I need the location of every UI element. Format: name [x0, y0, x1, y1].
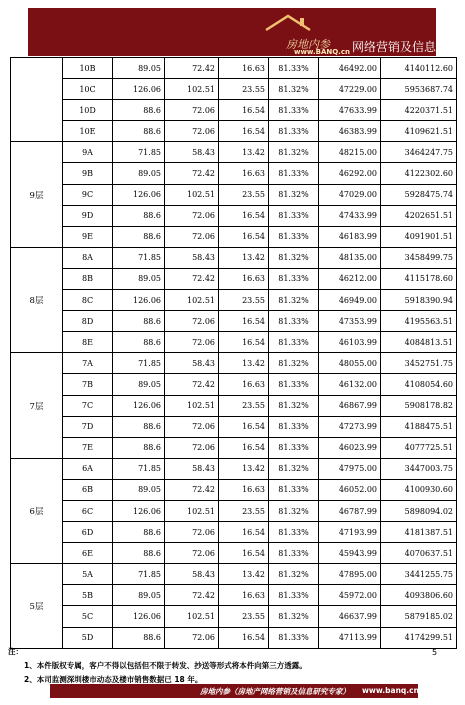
table-row	[11, 205, 457, 226]
room-number-cell: 6D	[63, 522, 113, 543]
unit-price-cell: 46132.00	[319, 374, 381, 395]
table-row	[11, 437, 457, 458]
shared-area-cell: 23.55	[219, 79, 269, 100]
total-price-cell: 4140112.60	[381, 58, 457, 79]
price-table-body	[11, 58, 457, 649]
shared-area-cell: 13.42	[219, 142, 269, 163]
usable-area-cell: 72.06	[165, 226, 219, 247]
building-area-cell: 126.06	[113, 79, 165, 100]
table-row	[11, 121, 457, 142]
unit-price-cell: 47433.99	[319, 205, 381, 226]
total-price-cell: 5908178.82	[381, 395, 457, 416]
usage-rate-cell: 81.33%	[269, 416, 319, 437]
building-area-cell: 88.6	[113, 543, 165, 564]
usage-rate-cell: 81.32%	[269, 395, 319, 416]
usable-area-cell: 72.42	[165, 163, 219, 184]
table-row	[11, 268, 457, 289]
usage-rate-cell: 81.32%	[269, 606, 319, 627]
building-area-cell: 71.85	[113, 353, 165, 374]
shared-area-cell: 16.54	[219, 416, 269, 437]
floor-label: 9层	[11, 142, 63, 247]
footer-brand: 房地内参（房地产网络营销及信息研究专家）	[200, 687, 350, 696]
building-area-cell: 126.06	[113, 395, 165, 416]
table-row	[11, 311, 457, 332]
usable-area-cell: 102.51	[165, 395, 219, 416]
room-number-cell: 9B	[63, 163, 113, 184]
usage-rate-cell: 81.33%	[269, 205, 319, 226]
usable-area-cell: 72.42	[165, 585, 219, 606]
shared-area-cell: 13.42	[219, 247, 269, 268]
usable-area-cell: 72.42	[165, 479, 219, 500]
room-number-cell: 7B	[63, 374, 113, 395]
shared-area-cell: 16.63	[219, 585, 269, 606]
building-area-cell: 89.05	[113, 268, 165, 289]
table-row	[11, 58, 457, 79]
unit-price-cell: 46212.00	[319, 268, 381, 289]
usable-area-cell: 72.06	[165, 311, 219, 332]
room-number-cell: 5D	[63, 627, 113, 648]
usage-rate-cell: 81.33%	[269, 268, 319, 289]
shared-area-cell: 16.54	[219, 437, 269, 458]
usage-rate-cell: 81.32%	[269, 247, 319, 268]
room-number-cell: 10E	[63, 121, 113, 142]
room-number-cell: 6A	[63, 458, 113, 479]
total-price-cell: 5928475.74	[381, 184, 457, 205]
unit-price-cell: 47353.99	[319, 311, 381, 332]
total-price-cell: 4108054.60	[381, 374, 457, 395]
table-row	[11, 353, 457, 374]
unit-price-cell: 47193.99	[319, 522, 381, 543]
building-area-cell: 89.05	[113, 374, 165, 395]
table-row	[11, 226, 457, 247]
table-row	[11, 479, 457, 500]
usable-area-cell: 102.51	[165, 184, 219, 205]
usage-rate-cell: 81.32%	[269, 290, 319, 311]
building-area-cell: 88.6	[113, 100, 165, 121]
total-price-cell: 4070637.51	[381, 543, 457, 564]
unit-price-cell: 47229.00	[319, 79, 381, 100]
room-number-cell: 9E	[63, 226, 113, 247]
table-row	[11, 100, 457, 121]
room-number-cell: 6B	[63, 479, 113, 500]
unit-price-cell: 47113.99	[319, 627, 381, 648]
shared-area-cell: 13.42	[219, 458, 269, 479]
room-number-cell: 7E	[63, 437, 113, 458]
usable-area-cell: 72.06	[165, 332, 219, 353]
usable-area-cell: 72.42	[165, 374, 219, 395]
room-number-cell: 8D	[63, 311, 113, 332]
total-price-cell: 5953687.74	[381, 79, 457, 100]
total-price-cell: 4181387.51	[381, 522, 457, 543]
building-area-cell: 89.05	[113, 585, 165, 606]
shared-area-cell: 13.42	[219, 564, 269, 585]
unit-price-cell: 46023.99	[319, 437, 381, 458]
note-item: 2、本司监测深圳楼市动态及楼市销售数据已 18 年。	[24, 675, 203, 684]
building-area-cell: 89.05	[113, 479, 165, 500]
building-area-cell: 88.6	[113, 121, 165, 142]
header-title: 网络营销及信息	[352, 40, 436, 54]
usable-area-cell: 102.51	[165, 79, 219, 100]
building-area-cell: 71.85	[113, 142, 165, 163]
notes-heading: 注：	[8, 647, 23, 656]
building-area-cell: 88.6	[113, 627, 165, 648]
building-area-cell: 88.6	[113, 311, 165, 332]
shared-area-cell: 13.42	[219, 353, 269, 374]
floor-label: 7层	[11, 353, 63, 458]
shared-area-cell: 16.54	[219, 205, 269, 226]
unit-price-cell: 46637.99	[319, 606, 381, 627]
usable-area-cell: 72.06	[165, 121, 219, 142]
shared-area-cell: 16.63	[219, 479, 269, 500]
usable-area-cell: 72.06	[165, 416, 219, 437]
usable-area-cell: 72.06	[165, 543, 219, 564]
usable-area-cell: 58.43	[165, 142, 219, 163]
usable-area-cell: 58.43	[165, 247, 219, 268]
room-number-cell: 7D	[63, 416, 113, 437]
building-area-cell: 126.06	[113, 184, 165, 205]
usage-rate-cell: 81.33%	[269, 479, 319, 500]
shared-area-cell: 16.54	[219, 332, 269, 353]
building-area-cell: 71.85	[113, 458, 165, 479]
room-number-cell: 7A	[63, 353, 113, 374]
total-price-cell: 3441255.75	[381, 564, 457, 585]
usable-area-cell: 72.06	[165, 627, 219, 648]
total-price-cell: 4084813.51	[381, 332, 457, 353]
table-row	[11, 332, 457, 353]
table-row	[11, 564, 457, 585]
building-area-cell: 71.85	[113, 564, 165, 585]
table-row	[11, 585, 457, 606]
table-row	[11, 247, 457, 268]
usable-area-cell: 58.43	[165, 458, 219, 479]
floor-label: 8层	[11, 247, 63, 352]
room-number-cell: 10D	[63, 100, 113, 121]
usable-area-cell: 58.43	[165, 353, 219, 374]
table-row	[11, 184, 457, 205]
shared-area-cell: 16.54	[219, 121, 269, 142]
building-area-cell: 126.06	[113, 290, 165, 311]
room-number-cell: 8C	[63, 290, 113, 311]
unit-price-cell: 46949.00	[319, 290, 381, 311]
usage-rate-cell: 81.32%	[269, 458, 319, 479]
table-row	[11, 374, 457, 395]
usage-rate-cell: 81.33%	[269, 522, 319, 543]
shared-area-cell: 16.54	[219, 522, 269, 543]
unit-price-cell: 46383.99	[319, 121, 381, 142]
usable-area-cell: 72.06	[165, 522, 219, 543]
usable-area-cell: 102.51	[165, 290, 219, 311]
shared-area-cell: 23.55	[219, 184, 269, 205]
room-number-cell: 6C	[63, 500, 113, 521]
total-price-cell: 5898094.02	[381, 500, 457, 521]
unit-price-cell: 47273.99	[319, 416, 381, 437]
total-price-cell: 4188475.51	[381, 416, 457, 437]
unit-price-cell: 47029.00	[319, 184, 381, 205]
usable-area-cell: 102.51	[165, 500, 219, 521]
building-area-cell: 126.06	[113, 606, 165, 627]
room-number-cell: 5B	[63, 585, 113, 606]
room-number-cell: 9C	[63, 184, 113, 205]
unit-price-cell: 45972.00	[319, 585, 381, 606]
room-number-cell: 9D	[63, 205, 113, 226]
table-row	[11, 142, 457, 163]
unit-price-cell: 46787.99	[319, 500, 381, 521]
usage-rate-cell: 81.32%	[269, 353, 319, 374]
room-number-cell: 8A	[63, 247, 113, 268]
shared-area-cell: 16.54	[219, 100, 269, 121]
usage-rate-cell: 81.33%	[269, 585, 319, 606]
shared-area-cell: 16.63	[219, 374, 269, 395]
usage-rate-cell: 81.32%	[269, 500, 319, 521]
shared-area-cell: 16.54	[219, 627, 269, 648]
table-row	[11, 395, 457, 416]
total-price-cell: 4100930.60	[381, 479, 457, 500]
usage-rate-cell: 81.32%	[269, 142, 319, 163]
unit-price-cell: 45943.99	[319, 543, 381, 564]
brand-url: www.BANQ.cn	[294, 48, 350, 56]
price-table	[10, 57, 457, 649]
usage-rate-cell: 81.33%	[269, 374, 319, 395]
building-area-cell: 88.6	[113, 437, 165, 458]
usage-rate-cell: 81.33%	[269, 311, 319, 332]
building-area-cell: 88.6	[113, 226, 165, 247]
unit-price-cell: 47895.00	[319, 564, 381, 585]
building-area-cell: 126.06	[113, 500, 165, 521]
footer-bar	[50, 684, 418, 698]
table-row	[11, 290, 457, 311]
shared-area-cell: 23.55	[219, 395, 269, 416]
room-number-cell: 6E	[63, 543, 113, 564]
usage-rate-cell: 81.33%	[269, 226, 319, 247]
unit-price-cell: 46103.99	[319, 332, 381, 353]
floor-label	[11, 58, 63, 142]
shared-area-cell: 16.54	[219, 543, 269, 564]
header-banner	[28, 8, 436, 56]
building-area-cell: 88.6	[113, 205, 165, 226]
unit-price-cell: 48055.00	[319, 353, 381, 374]
total-price-cell: 4174299.51	[381, 627, 457, 648]
usage-rate-cell: 81.33%	[269, 100, 319, 121]
total-price-cell: 4077725.51	[381, 437, 457, 458]
unit-price-cell: 46492.00	[319, 58, 381, 79]
shared-area-cell: 16.63	[219, 268, 269, 289]
table-row	[11, 458, 457, 479]
usable-area-cell: 58.43	[165, 564, 219, 585]
floor-label: 6层	[11, 458, 63, 563]
room-number-cell: 10B	[63, 58, 113, 79]
unit-price-cell: 48215.00	[319, 142, 381, 163]
total-price-cell: 4091901.51	[381, 226, 457, 247]
usage-rate-cell: 81.33%	[269, 121, 319, 142]
note-item: 1、本件版权专属，客户不得以包括但不限于转发、抄送等形式将本件向第三方透露。	[24, 661, 307, 670]
shared-area-cell: 16.63	[219, 58, 269, 79]
usage-rate-cell: 81.33%	[269, 58, 319, 79]
table-row	[11, 79, 457, 100]
floor-label: 5层	[11, 564, 63, 648]
room-number-cell: 5C	[63, 606, 113, 627]
unit-price-cell: 46052.00	[319, 479, 381, 500]
table-row	[11, 522, 457, 543]
unit-price-cell: 46183.99	[319, 226, 381, 247]
room-number-cell: 7C	[63, 395, 113, 416]
shared-area-cell: 16.54	[219, 226, 269, 247]
room-number-cell: 10C	[63, 79, 113, 100]
total-price-cell: 3447003.75	[381, 458, 457, 479]
building-area-cell: 71.85	[113, 247, 165, 268]
unit-price-cell: 47633.99	[319, 100, 381, 121]
total-price-cell: 3452751.75	[381, 353, 457, 374]
usage-rate-cell: 81.33%	[269, 543, 319, 564]
building-area-cell: 88.6	[113, 416, 165, 437]
shared-area-cell: 16.63	[219, 163, 269, 184]
total-price-cell: 3458499.75	[381, 247, 457, 268]
total-price-cell: 4109621.51	[381, 121, 457, 142]
total-price-cell: 4122302.60	[381, 163, 457, 184]
table-row	[11, 606, 457, 627]
usage-rate-cell: 81.33%	[269, 627, 319, 648]
usage-rate-cell: 81.33%	[269, 332, 319, 353]
total-price-cell: 5879185.02	[381, 606, 457, 627]
brand-name: 房地内参	[286, 38, 330, 51]
usage-rate-cell: 81.32%	[269, 79, 319, 100]
building-area-cell: 89.05	[113, 58, 165, 79]
total-price-cell: 4115178.60	[381, 268, 457, 289]
unit-price-cell: 46867.99	[319, 395, 381, 416]
notes	[8, 645, 416, 687]
room-number-cell: 8E	[63, 332, 113, 353]
footer-url: www.banq.cn	[362, 686, 419, 695]
total-price-cell: 3464247.75	[381, 142, 457, 163]
usage-rate-cell: 81.32%	[269, 184, 319, 205]
usage-rate-cell: 81.33%	[269, 437, 319, 458]
shared-area-cell: 16.54	[219, 311, 269, 332]
unit-price-cell: 47975.00	[319, 458, 381, 479]
building-area-cell: 89.05	[113, 163, 165, 184]
shared-area-cell: 23.55	[219, 500, 269, 521]
unit-price-cell: 48135.00	[319, 247, 381, 268]
usable-area-cell: 102.51	[165, 606, 219, 627]
usable-area-cell: 72.42	[165, 268, 219, 289]
table-row	[11, 416, 457, 437]
table-row	[11, 163, 457, 184]
usable-area-cell: 72.06	[165, 205, 219, 226]
total-price-cell: 4202651.51	[381, 205, 457, 226]
unit-price-cell: 46292.00	[319, 163, 381, 184]
usage-rate-cell: 81.33%	[269, 163, 319, 184]
usable-area-cell: 72.06	[165, 100, 219, 121]
total-price-cell: 5918390.94	[381, 290, 457, 311]
building-area-cell: 88.6	[113, 332, 165, 353]
total-price-cell: 4093806.60	[381, 585, 457, 606]
page-number: 5	[432, 648, 438, 657]
room-number-cell: 5A	[63, 564, 113, 585]
usable-area-cell: 72.06	[165, 437, 219, 458]
shared-area-cell: 23.55	[219, 606, 269, 627]
building-area-cell: 88.6	[113, 522, 165, 543]
usage-rate-cell: 81.32%	[269, 564, 319, 585]
room-number-cell: 9A	[63, 142, 113, 163]
total-price-cell: 4195563.51	[381, 311, 457, 332]
table-row	[11, 543, 457, 564]
shared-area-cell: 23.55	[219, 290, 269, 311]
room-number-cell: 8B	[63, 268, 113, 289]
total-price-cell: 4220371.51	[381, 100, 457, 121]
usable-area-cell: 72.42	[165, 58, 219, 79]
table-row	[11, 500, 457, 521]
